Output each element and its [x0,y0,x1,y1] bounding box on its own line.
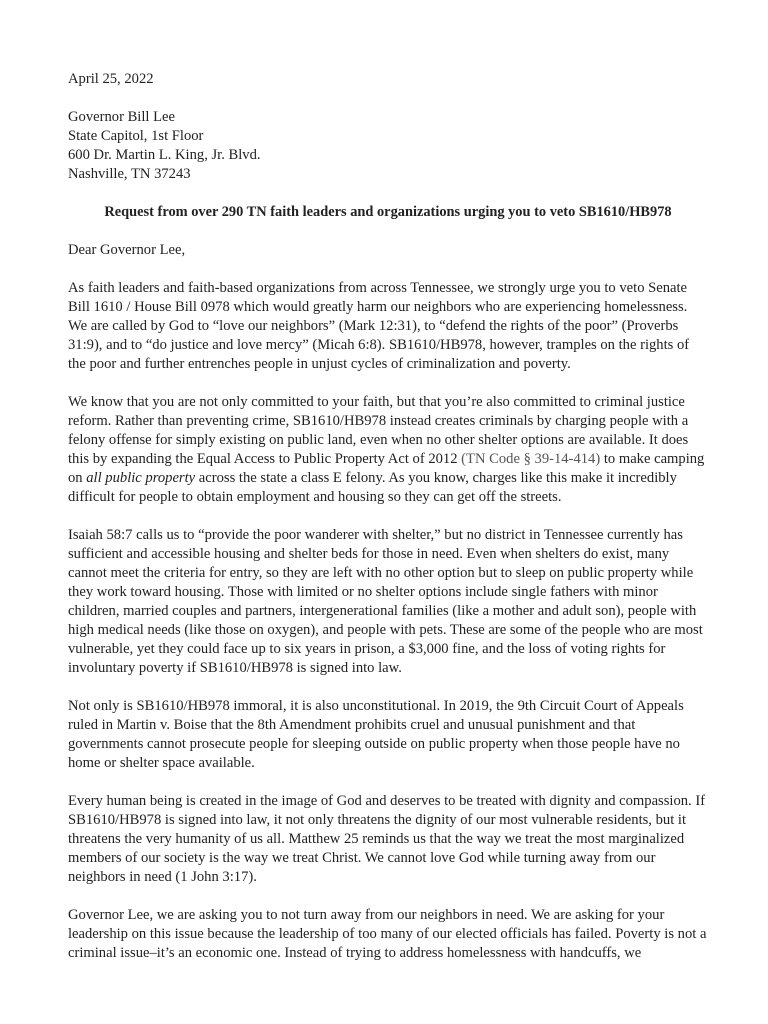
emphasis-all-public-property: all public property [86,470,196,486]
tn-code-citation: (TN Code § 39-14-414) [461,451,601,467]
paragraph-2 [68,393,708,507]
address-line-building: State Capitol, 1st Floor [68,128,204,144]
letter-date: April 25, 2022 [68,71,154,87]
paragraph-1: As faith leaders and faith-based organizations from across Tennessee, we strongly urge you to veto Senate Bill 1610 / House Bill 0978 which would greatly harm our neighbors who are experiencing homelessness. We are called by God to “love our neighbors” (Mark 12:31), to “defend the rights of the poor” (Proverbs 31:9), and to “do justice and love mercy” (Micah 6:8). SB1610/HB978, however, tramples on the rights of the poor and further entrenches people in unjust cycles of criminalization and poverty. [68,280,690,372]
address-line-name: Governor Bill Lee [68,109,175,125]
letter-title: Request from over 290 TN faith leaders and organizations urging you to veto SB1610/HB978 [104,204,672,220]
paragraph-4: Not only is SB1610/HB978 immoral, it is also unconstitutional. In 2019, the 9th Circuit Court of Appeals ruled in Martin v. Boise that the 8th Amendment prohibits cruel and unusual punishment and that governments cannot prosecute people for sleeping outside on public property when those people have no home or shelter space available. [68,698,684,771]
paragraph-6: Governor Lee, we are asking you to not turn away from our neighbors in need. We are asking for your leadership on this issue because the leadership of too many of our elected officials has failed. Poverty is not a criminal issue–it’s an economic one. Instead of trying to address homelessness with handcuffs, we [68,907,707,961]
paragraph-2-text-a: We know that you are not only committed to your faith, but that you’re also committed to criminal justice reform. Rather than preventing crime, SB1610/HB978 instead creates criminals by charging people with a felony offense for simply existing on public land, even when no other shelter options are available. It does this by expanding the Equal Access to Public Property Act of 2012 [68,394,689,467]
paragraph-3: Isaiah 58:7 calls us to “provide the poor wanderer with shelter,” but no district in Tennessee currently has sufficient and accessible housing and shelter beds for those in need. Even when shelters do exist, many cannot meet the criteria for entry, so they are left with no other option but to sleep on public property while they work toward housing. Those with limited or no shelter options include single fathers with minor children, married couples and partners, intergenerational families (like a mother and adult son), people with high medical needs (like those on oxygen), and people with pets. These are some of the people who are most vulnerable, yet they could face up to six years in prison, a $3,000 fine, and the loss of voting rights for involuntary poverty if SB1610/HB978 is signed into law. [68,527,703,676]
paragraph-2-text-b: to make camping on [68,451,705,486]
paragraph-5: Every human being is created in the image of God and deserves to be treated with dignity and compassion. If SB1610/HB978 is signed into law, it not only threatens the dignity of our most vulnerable residents, but it threatens the very humanity of us all. Matthew 25 reminds us that the way we treat the most marginalized members of our society is the way we treat Christ. We cannot love God while turning away from our neighbors in need (1 John 3:17). [68,793,706,885]
letter-page [68,70,708,982]
recipient-address [68,108,708,184]
address-line-city: Nashville, TN 37243 [68,166,191,182]
salutation: Dear Governor Lee, [68,242,186,258]
paragraph-2-text-c: across the state a class E felony. As you know, charges like this make it incredibly difficult for people to obtain employment and housing so they can get off the streets. [68,470,677,505]
address-line-street: 600 Dr. Martin L. King, Jr. Blvd. [68,147,261,163]
